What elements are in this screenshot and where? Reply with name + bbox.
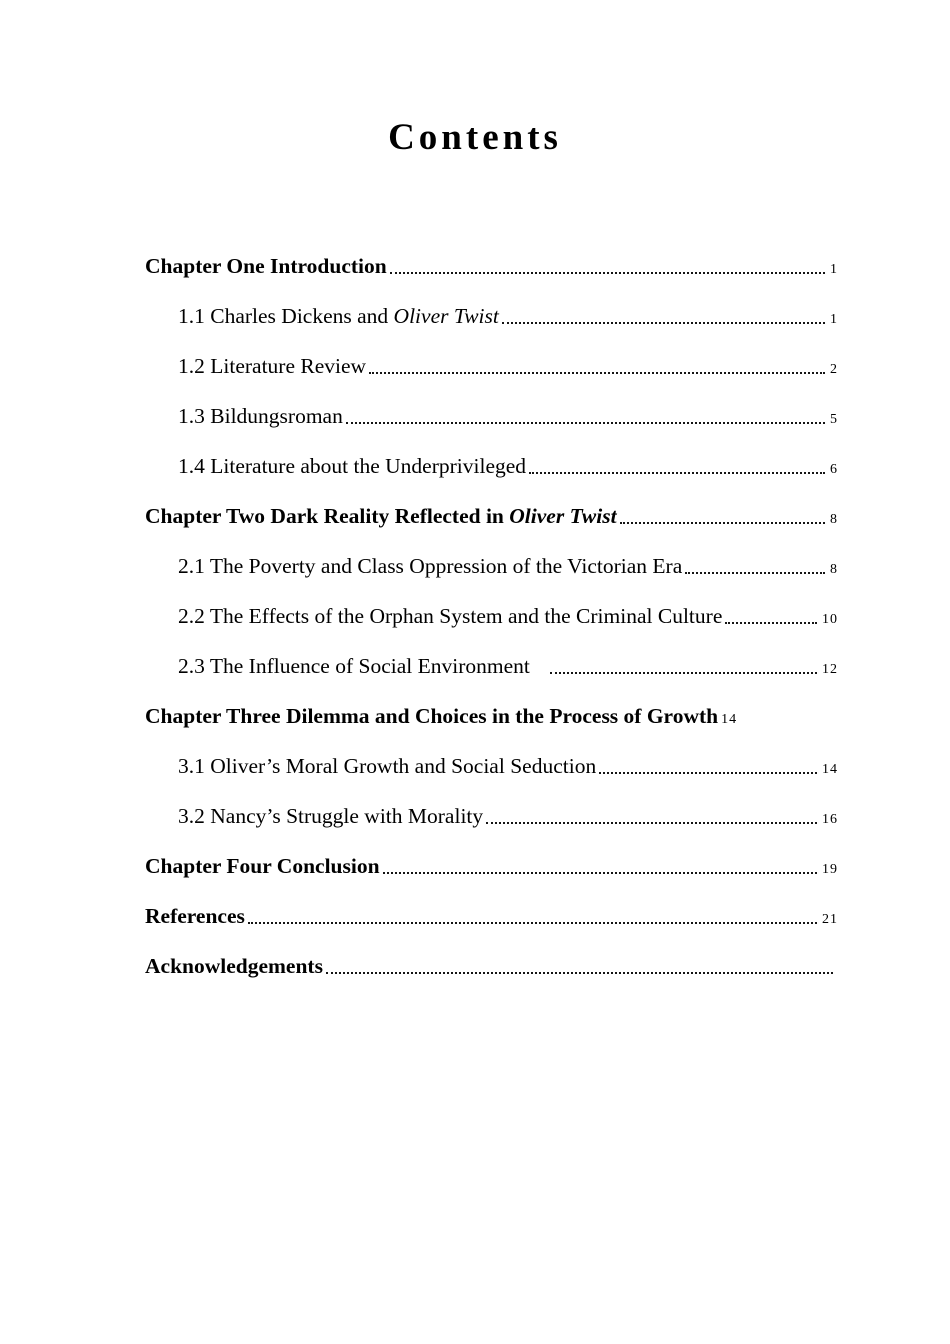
dot-leader [502,322,825,324]
dot-leader [346,422,825,424]
dot-leader [383,872,817,874]
dot-leader [369,372,825,374]
toc-entry[interactable] [145,738,838,788]
dot-leader [326,972,833,974]
toc-entry[interactable] [145,838,838,888]
toc-entry-label: 1.2 Literature Review [178,354,367,379]
toc-entry-label: 2.2 The Effects of the Orphan System and the Criminal Culture [178,604,723,629]
toc-page-number: 1 [830,261,838,277]
toc-entry[interactable] [145,288,838,338]
toc-entry-label: Chapter Two Dark Reality Reflected in Oliver Twist [145,504,617,529]
toc-entry[interactable] [145,588,838,638]
dot-leader [390,272,825,274]
toc-page-number: 8 [830,511,838,527]
toc-entry[interactable] [145,788,838,838]
dot-leader [550,672,817,674]
toc-list [145,238,838,988]
toc-entry[interactable] [145,438,838,488]
toc-page-number: 19 [822,861,838,877]
toc-entry-label: 1.1 Charles Dickens and Oliver Twist [178,304,499,329]
book-title-italic: Oliver Twist [509,504,617,529]
dot-leader [685,572,825,574]
toc-entry-label: References [145,904,245,929]
toc-page-number: 14 [721,711,738,727]
toc-entry[interactable] [145,538,838,588]
toc-page-number: 2 [830,361,838,377]
toc-entry-label: Chapter Three Dilemma and Choices in the Process of Growth [145,704,719,729]
dot-leader [529,472,825,474]
toc-entry-label: Chapter One Introduction [145,254,387,279]
toc-entry[interactable] [145,338,838,388]
book-title-italic: Oliver Twist [393,304,499,329]
toc-entry-label: 1.3 Bildungsroman [178,404,343,429]
toc-page-number: 10 [822,611,838,627]
toc-entry-label: 2.3 The Influence of Social Environment [178,654,530,679]
dot-leader [248,922,817,924]
toc-page-number: 5 [830,411,838,427]
toc-entry-label: 3.2 Nancy’s Struggle with Morality [178,804,484,829]
dot-leader [725,622,817,624]
toc-page-number: 1 [830,311,838,327]
dot-leader [486,822,817,824]
toc-page-number: 21 [822,911,838,927]
toc-entry-label: Chapter Four Conclusion [145,854,380,879]
toc-page-number: 12 [822,661,838,677]
toc-page-number: 14 [822,761,838,777]
toc-page-number: 8 [830,561,838,577]
toc-entry-label: 2.1 The Poverty and Class Oppression of the Victorian Era [178,554,683,579]
toc-entry-label: 3.1 Oliver’s Moral Growth and Social Seduction [178,754,597,779]
page-title: Contents [388,117,562,158]
toc-entry-label: Acknowledgements [145,954,323,979]
toc-entry[interactable] [145,888,838,938]
dot-leader [599,772,817,774]
toc-entry-label: 1.4 Literature about the Underprivileged [178,454,527,479]
toc-entry[interactable] [145,488,838,538]
toc-entry[interactable] [145,638,838,688]
dot-leader [620,522,825,524]
toc-page-number: 6 [830,461,838,477]
toc-entry[interactable] [145,688,838,738]
toc-entry[interactable] [145,938,838,988]
toc-page-number: 16 [822,811,838,827]
toc-entry[interactable] [145,388,838,438]
toc-entry[interactable] [145,238,838,288]
